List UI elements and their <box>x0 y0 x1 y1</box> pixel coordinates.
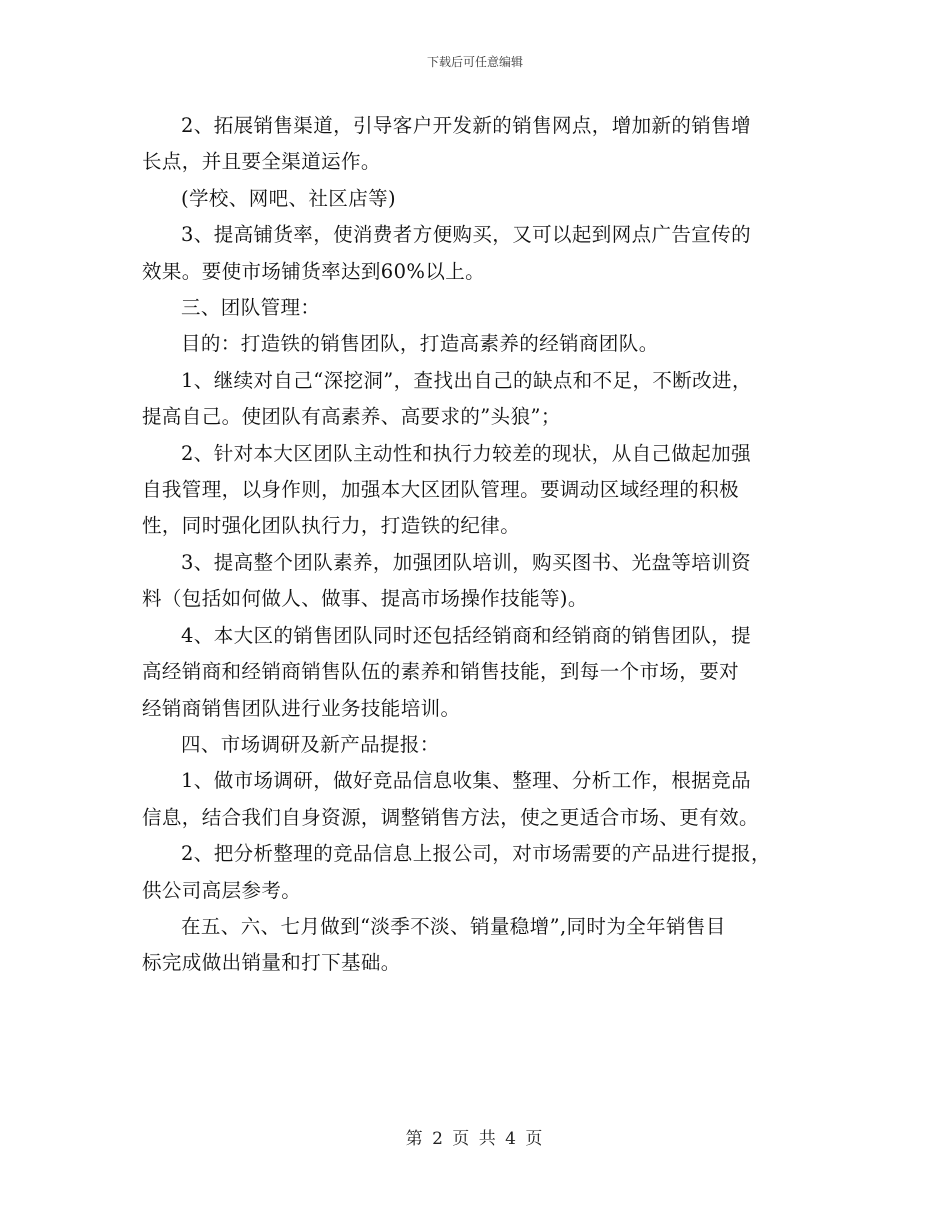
paragraph-season-target: 在五、六、七月做到“淡季不淡、销量稳增”,同时为全年销售目 标完成做出销量和打下基础。 <box>142 914 726 975</box>
section-heading-market-research: 四、市场调研及新产品提报： <box>181 732 440 756</box>
section-heading-team-management: 三、团队管理： <box>181 296 321 320</box>
paragraph-channel-examples: (学校、网吧、社区店等) <box>181 186 397 210</box>
paragraph-report-to-company: 2、把分析整理的竞品信息上报公司，对市场需要的产品进行提报， 供公司高层参考。 <box>142 842 771 902</box>
page-header: 下载后可任意编辑 <box>426 55 523 69</box>
paragraph-team-training: 3、提高整个团队素养，加强团队培训，购买图书、光盘等培训资 料（包括如何做人、做事、提高市场操作技能等)。 <box>142 550 752 611</box>
paragraph-distribution-rate: 3、提高铺货率，使消费者方便购买，又可以起到网点广告宣传的 效果。要使市场铺货率达到60%以上。 <box>142 223 752 283</box>
document-body <box>142 108 822 982</box>
page-number: 第 2 页 共 4 页 <box>405 1129 545 1149</box>
paragraph-team-goal: 目的：打造铁的销售团队，打造高素养的经销商团队。 <box>181 332 659 356</box>
paragraph-competitor-research: 1、做市场调研，做好竞品信息收集、整理、分析工作，根据竞品 信息，结合我们自身资源，调整销售方法，使之更适合市场、更有效。 <box>142 769 759 829</box>
paragraph-channels: 2、拓展销售渠道，引导客户开发新的销售网点，增加新的销售增 长点，并且要全渠道运作。 <box>142 114 752 174</box>
paragraph-dealer-training: 4、本大区的销售团队同时还包括经销商和经销商的销售团队，提 高经销商和经销商销售队伍的素养和销售技能，到每一个市场，要对 经销商销售团队进行业务技能培训。 <box>142 623 752 720</box>
paragraph-self-improvement: 1、继续对自己“深挖洞”，查找出自己的缺点和不足，不断改进， 提高自己。使团队有高素养、高要求的”头狼”； <box>142 368 752 429</box>
paragraph-team-execution: 2、针对本大区团队主动性和执行力较差的现状，从自己做起加强 自我管理，以身作则，加强本大区团队管理。要调动区域经理的积极 性，同时强化团队执行力，打造铁的纪律。 <box>142 441 752 538</box>
